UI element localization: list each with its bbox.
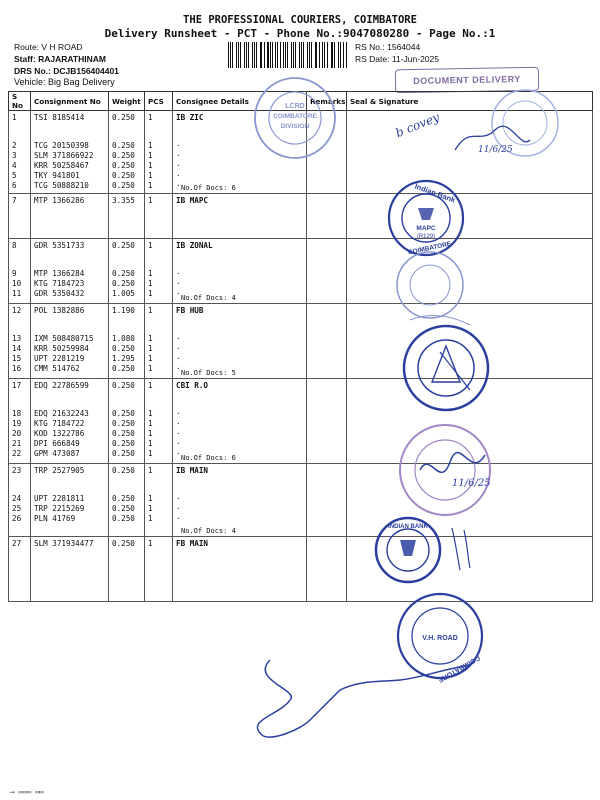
pcs-value: 1 — [148, 161, 153, 170]
pcs-value: 1 — [148, 449, 153, 458]
pcs-value: 1 — [148, 113, 153, 122]
consignee-dot: · — [176, 289, 181, 298]
weight-value: 1.190 — [112, 306, 135, 315]
pcs-value: 1 — [148, 306, 153, 315]
table-header-row — [9, 92, 593, 111]
serial-number: 8 — [12, 241, 17, 250]
staff-line — [14, 54, 106, 64]
pcs-value: 1 — [148, 409, 153, 418]
remarks-cell — [307, 194, 347, 239]
pcs-cell — [145, 239, 173, 304]
consignee-dot: · — [176, 504, 181, 513]
consignee-cell — [173, 537, 307, 602]
col-remarks: Remarks — [307, 92, 347, 111]
pcs-value: 1 — [148, 279, 153, 288]
no-of-docs: No.Of Docs: 4 — [181, 527, 236, 535]
weight-cell — [109, 304, 145, 379]
consignment-number: GDR 5350432 — [34, 289, 85, 298]
weight-value: 0.250 — [112, 504, 135, 513]
remarks-cell — [307, 464, 347, 537]
pcs-value: 1 — [148, 504, 153, 513]
consignment-number: MTP 1366286 — [34, 196, 85, 205]
consignment-number: TRP 2215269 — [34, 504, 85, 513]
serial-number: 25 — [12, 504, 22, 513]
weight-value: 0.250 — [112, 241, 135, 250]
weight-value: 0.250 — [112, 364, 135, 373]
sno-cell — [9, 464, 31, 537]
ib-main-stamp-text: INDIAN BANK — [388, 524, 428, 530]
pcs-value: 1 — [148, 269, 153, 278]
consignee-group-row — [9, 304, 593, 379]
serial-number: 26 — [12, 514, 22, 523]
barcode-bar — [244, 42, 245, 68]
col-consignment: Consignment No — [31, 92, 109, 111]
weight-cell — [109, 537, 145, 602]
pcs-value: 1 — [148, 494, 153, 503]
consignee-dot: · — [176, 439, 181, 448]
weight-value: 0.250 — [112, 381, 135, 390]
company-title: THE PROFESSIONAL COURIERS, COIMBATORE — [183, 14, 417, 26]
sno-cell — [9, 239, 31, 304]
weight-value: 0.250 — [112, 449, 135, 458]
mapc-stamp-text-bottom: COIMBATORE — [407, 240, 452, 257]
route-line — [14, 42, 83, 52]
consignment-number: PLN 41769 — [34, 514, 76, 523]
seal-cell — [347, 464, 593, 537]
weight-value: 3.355 — [112, 196, 135, 205]
serial-number: 12 — [12, 306, 22, 315]
serial-number: 17 — [12, 381, 22, 390]
drs-value: DCJB156404401 — [53, 66, 119, 76]
consignment-number: TCG 20150398 — [34, 141, 89, 150]
barcode-bar — [340, 42, 341, 68]
consignment-number: TKY 941801 — [34, 171, 80, 180]
seal-cell — [347, 379, 593, 464]
consignee-dot: · — [176, 161, 181, 170]
barcode-bar — [322, 42, 323, 68]
weight-value: 0.250 — [112, 344, 135, 353]
weight-value: 0.250 — [112, 466, 135, 475]
consignment-number: GDR 5351733 — [34, 241, 85, 250]
staff-label: Staff: — [14, 54, 36, 64]
weight-value: 0.250 — [112, 181, 135, 190]
col-pcs: PCS — [145, 92, 173, 111]
consignment-number: POL 1382886 — [34, 306, 85, 315]
serial-number: 9 — [12, 269, 17, 278]
consignment-number: KRR 50259984 — [34, 344, 89, 353]
consignee-cell — [173, 239, 307, 304]
consignee-dot: · — [176, 279, 181, 288]
sno-cell — [9, 111, 31, 194]
sno-cell — [9, 537, 31, 602]
rs-date-label: RS Date: — [355, 54, 390, 64]
consignee-dot: · — [176, 171, 181, 180]
consignment-number: MTP 1366284 — [34, 269, 85, 278]
weight-value: 1.005 — [112, 289, 135, 298]
pcs-value: 1 — [148, 344, 153, 353]
weight-value: 0.250 — [112, 539, 135, 548]
weight-value: 0.250 — [112, 141, 135, 150]
serial-number: 14 — [12, 344, 22, 353]
consignment-number: KOD 1322786 — [34, 429, 85, 438]
weight-value: 0.250 — [112, 161, 135, 170]
runsheet-table — [8, 91, 593, 602]
sno-cell — [9, 379, 31, 464]
route-label: Route: — [14, 42, 40, 52]
pcs-value: 1 — [148, 419, 153, 428]
consignee-group-row — [9, 239, 593, 304]
no-of-docs: No.Of Docs: 4 — [181, 294, 236, 302]
federal-stamp-line1: LCRD — [285, 103, 305, 110]
barcode-bar — [264, 42, 265, 68]
serial-number: 13 — [12, 334, 22, 343]
pcs-cell — [145, 194, 173, 239]
serial-number: 22 — [12, 449, 22, 458]
pcs-value: 1 — [148, 429, 153, 438]
pcs-value: 1 — [148, 439, 153, 448]
consignment-number: TSI 8185414 — [34, 113, 85, 122]
barcode-bar — [275, 42, 276, 68]
rs-no-label: RS No.: — [355, 42, 385, 52]
pcs-value: 1 — [148, 151, 153, 160]
consignment-cell — [31, 379, 109, 464]
consignee-dot: · — [176, 429, 181, 438]
final-signature — [257, 660, 470, 737]
weight-value: 1.080 — [112, 334, 135, 343]
consignee-dot: · — [176, 334, 181, 343]
consignee-dot: · — [176, 269, 181, 278]
serial-number: 21 — [12, 439, 22, 448]
serial-number: 15 — [12, 354, 22, 363]
col-seal: Seal & Signature — [347, 92, 593, 111]
weight-cell — [109, 464, 145, 537]
fb-main-stamp-center: V.H. ROAD — [422, 635, 458, 642]
handwritten-date-1: 11/6/25 — [478, 145, 513, 155]
pcs-value: 1 — [148, 334, 153, 343]
route-value: V H ROAD — [41, 42, 83, 52]
rs-date-value: 11-Jun-2025 — [391, 54, 439, 64]
consignment-number: EDQ 21632243 — [34, 409, 89, 418]
consignee-dot: · — [176, 354, 181, 363]
consignee-group-row — [9, 194, 593, 239]
pcs-value: 1 — [148, 241, 153, 250]
weight-cell — [109, 111, 145, 194]
weight-value: 1.295 — [112, 354, 135, 363]
serial-number: 5 — [12, 171, 17, 180]
remarks-cell — [307, 239, 347, 304]
consignment-cell — [31, 537, 109, 602]
consignee-name: CBI R.O — [176, 381, 209, 390]
consignee-cell — [173, 379, 307, 464]
consignment-cell — [31, 194, 109, 239]
barcode-bar — [280, 42, 281, 68]
mapc-stamp-text-mid: MAPC — [416, 225, 436, 232]
seal-cell — [347, 239, 593, 304]
col-weight: Weight — [109, 92, 145, 111]
serial-number: 1 — [12, 113, 17, 122]
consignee-dot: · — [176, 409, 181, 418]
weight-cell — [109, 379, 145, 464]
col-sno: S No — [9, 92, 31, 111]
serial-number: 10 — [12, 279, 22, 288]
consignee-dot: · — [176, 181, 181, 190]
vehicle-value: Big Bag Delivery — [48, 77, 115, 87]
consignee-dot: · — [176, 419, 181, 428]
weight-cell — [109, 194, 145, 239]
seal-cell — [347, 537, 593, 602]
consignment-number: KTG 7184723 — [34, 279, 85, 288]
consignee-dot: · — [176, 494, 181, 503]
rs-no-line — [355, 42, 420, 52]
consignment-number: KRR 50258467 — [34, 161, 89, 170]
consignee-dot: · — [176, 141, 181, 150]
serial-number: 11 — [12, 289, 22, 298]
consignee-name: IB ZIC — [176, 113, 204, 122]
vehicle-line — [14, 77, 115, 87]
drs-line — [14, 66, 119, 76]
rs-no-value: 1564044 — [387, 42, 421, 52]
consignment-cell — [31, 239, 109, 304]
mapc-stamp-text-code: (R129) — [416, 234, 436, 240]
consignment-number: TRP 2527905 — [34, 466, 85, 475]
barcode-bar — [236, 42, 237, 68]
barcode-bar — [291, 42, 292, 68]
serial-number: 18 — [12, 409, 22, 418]
consignee-dot: · — [176, 514, 181, 523]
pcs-value: 1 — [148, 171, 153, 180]
consignee-name: IB ZONAL — [176, 241, 213, 250]
weight-value: 0.250 — [112, 151, 135, 160]
consignment-number: KTG 7184722 — [34, 419, 85, 428]
remarks-cell — [307, 304, 347, 379]
pcs-value: 1 — [148, 364, 153, 373]
weight-value: 0.250 — [112, 269, 135, 278]
pcs-cell — [145, 111, 173, 194]
handwritten-date-2: 11/6/25 — [452, 478, 491, 489]
serial-number: 19 — [12, 419, 22, 428]
consignment-cell — [31, 464, 109, 537]
consignment-number: TCG 50888210 — [34, 181, 89, 190]
consignee-group-row — [9, 464, 593, 537]
fb-main-stamp-text: COIMBATORE — [436, 653, 481, 684]
weight-value: 0.250 — [112, 494, 135, 503]
mapc-stamp-text-top: Indian Bank — [413, 181, 457, 205]
serial-number: 16 — [12, 364, 22, 373]
pcs-cell — [145, 537, 173, 602]
barcode-bar — [299, 42, 300, 68]
footer-marks: ⟶ ▭▭▭ ▭▭ — [10, 788, 44, 796]
barcode-bar — [334, 42, 335, 68]
col-consignee: Consignee Details — [173, 92, 307, 111]
serial-number: 4 — [12, 161, 17, 170]
consignee-cell — [173, 464, 307, 537]
pcs-value: 1 — [148, 381, 153, 390]
seal-cell — [347, 194, 593, 239]
weight-value: 0.250 — [112, 409, 135, 418]
consignee-name: IB MAPC — [176, 196, 209, 205]
remarks-cell — [307, 111, 347, 194]
pcs-value: 1 — [148, 196, 153, 205]
barcode-bar — [228, 42, 229, 68]
weight-value: 0.250 — [112, 514, 135, 523]
federal-stamp-line3: DIVISION — [280, 123, 310, 130]
federal-stamp-line2: COIMBATORE — [273, 113, 317, 120]
consignment-number: EDQ 22786599 — [34, 381, 89, 390]
no-of-docs: No.Of Docs: 5 — [181, 369, 236, 377]
document-delivery-stamp: DOCUMENT DELIVERY — [395, 67, 539, 94]
consignment-number: SLM 371866922 — [34, 151, 94, 160]
pcs-cell — [145, 464, 173, 537]
consignment-number: UPT 2281219 — [34, 354, 85, 363]
no-of-docs: No.Of Docs: 6 — [181, 454, 236, 462]
weight-value: 0.250 — [112, 439, 135, 448]
consignment-cell — [31, 111, 109, 194]
consignment-number: IXM 508480715 — [34, 334, 94, 343]
consignee-group-row — [9, 537, 593, 602]
consignee-cell — [173, 194, 307, 239]
weight-value: 0.250 — [112, 419, 135, 428]
no-of-docs: No.Of Docs: 6 — [181, 184, 236, 192]
pcs-value: 1 — [148, 466, 153, 475]
remarks-cell — [307, 537, 347, 602]
consignee-group-row — [9, 379, 593, 464]
weight-value: 0.250 — [112, 171, 135, 180]
consignment-number: SLM 371934477 — [34, 539, 94, 548]
consignee-dot: · — [176, 344, 181, 353]
sno-cell — [9, 304, 31, 379]
barcode-bar — [311, 42, 312, 68]
barcode-bar — [315, 42, 316, 68]
rs-date-line — [355, 54, 439, 64]
serial-number: 6 — [12, 181, 17, 190]
fb-main-stamp — [398, 594, 482, 678]
weight-value: 0.250 — [112, 113, 135, 122]
barcode-bar — [267, 42, 268, 68]
pcs-value: 1 — [148, 354, 153, 363]
pcs-value: 1 — [148, 141, 153, 150]
handwritten-signature-1: b covey — [393, 109, 442, 141]
pcs-value: 1 — [148, 514, 153, 523]
consignee-dot: · — [176, 151, 181, 160]
staff-value: RAJARATHINAM — [38, 54, 106, 64]
weight-value: 0.250 — [112, 429, 135, 438]
consignment-number: DPI 666849 — [34, 439, 80, 448]
barcode-bar — [287, 42, 288, 68]
consignee-name: IB MAIN — [176, 466, 209, 475]
consignee-cell — [173, 111, 307, 194]
pcs-cell — [145, 379, 173, 464]
serial-number: 2 — [12, 141, 17, 150]
serial-number: 24 — [12, 494, 22, 503]
barcode-bar — [303, 42, 304, 68]
consignment-number: UPT 2281811 — [34, 494, 85, 503]
barcode-bar — [240, 42, 241, 68]
barcode-bar — [327, 42, 328, 68]
weight-value: 0.250 — [112, 279, 135, 288]
sno-cell — [9, 194, 31, 239]
remarks-cell — [307, 379, 347, 464]
consignee-dot: · — [176, 449, 181, 458]
consignee-cell — [173, 304, 307, 379]
drs-label: DRS No.: — [14, 66, 51, 76]
serial-number: 27 — [12, 539, 22, 548]
barcode-bar — [256, 42, 257, 68]
barcode-bar — [346, 42, 347, 68]
consignment-number: GPM 473087 — [34, 449, 80, 458]
serial-number: 20 — [12, 429, 22, 438]
seal-cell — [347, 111, 593, 194]
pcs-value: 1 — [148, 539, 153, 548]
consignee-group-row — [9, 111, 593, 194]
barcode — [228, 42, 348, 68]
barcode-bar — [248, 42, 249, 68]
serial-number: 3 — [12, 151, 17, 160]
weight-cell — [109, 239, 145, 304]
seal-cell — [347, 304, 593, 379]
consignee-dot: · — [176, 364, 181, 373]
pcs-value: 1 — [148, 181, 153, 190]
pcs-cell — [145, 304, 173, 379]
runsheet-title: Delivery Runsheet - PCT - Phone No.:9047080280 - Page No.:1 — [104, 27, 496, 40]
serial-number: 7 — [12, 196, 17, 205]
vehicle-label: Vehicle: — [14, 77, 46, 87]
consignee-name: FB HUB — [176, 306, 204, 315]
consignee-name: FB MAIN — [176, 539, 209, 548]
consignment-cell — [31, 304, 109, 379]
consignment-number: CMM 514762 — [34, 364, 80, 373]
serial-number: 23 — [12, 466, 22, 475]
pcs-value: 1 — [148, 289, 153, 298]
